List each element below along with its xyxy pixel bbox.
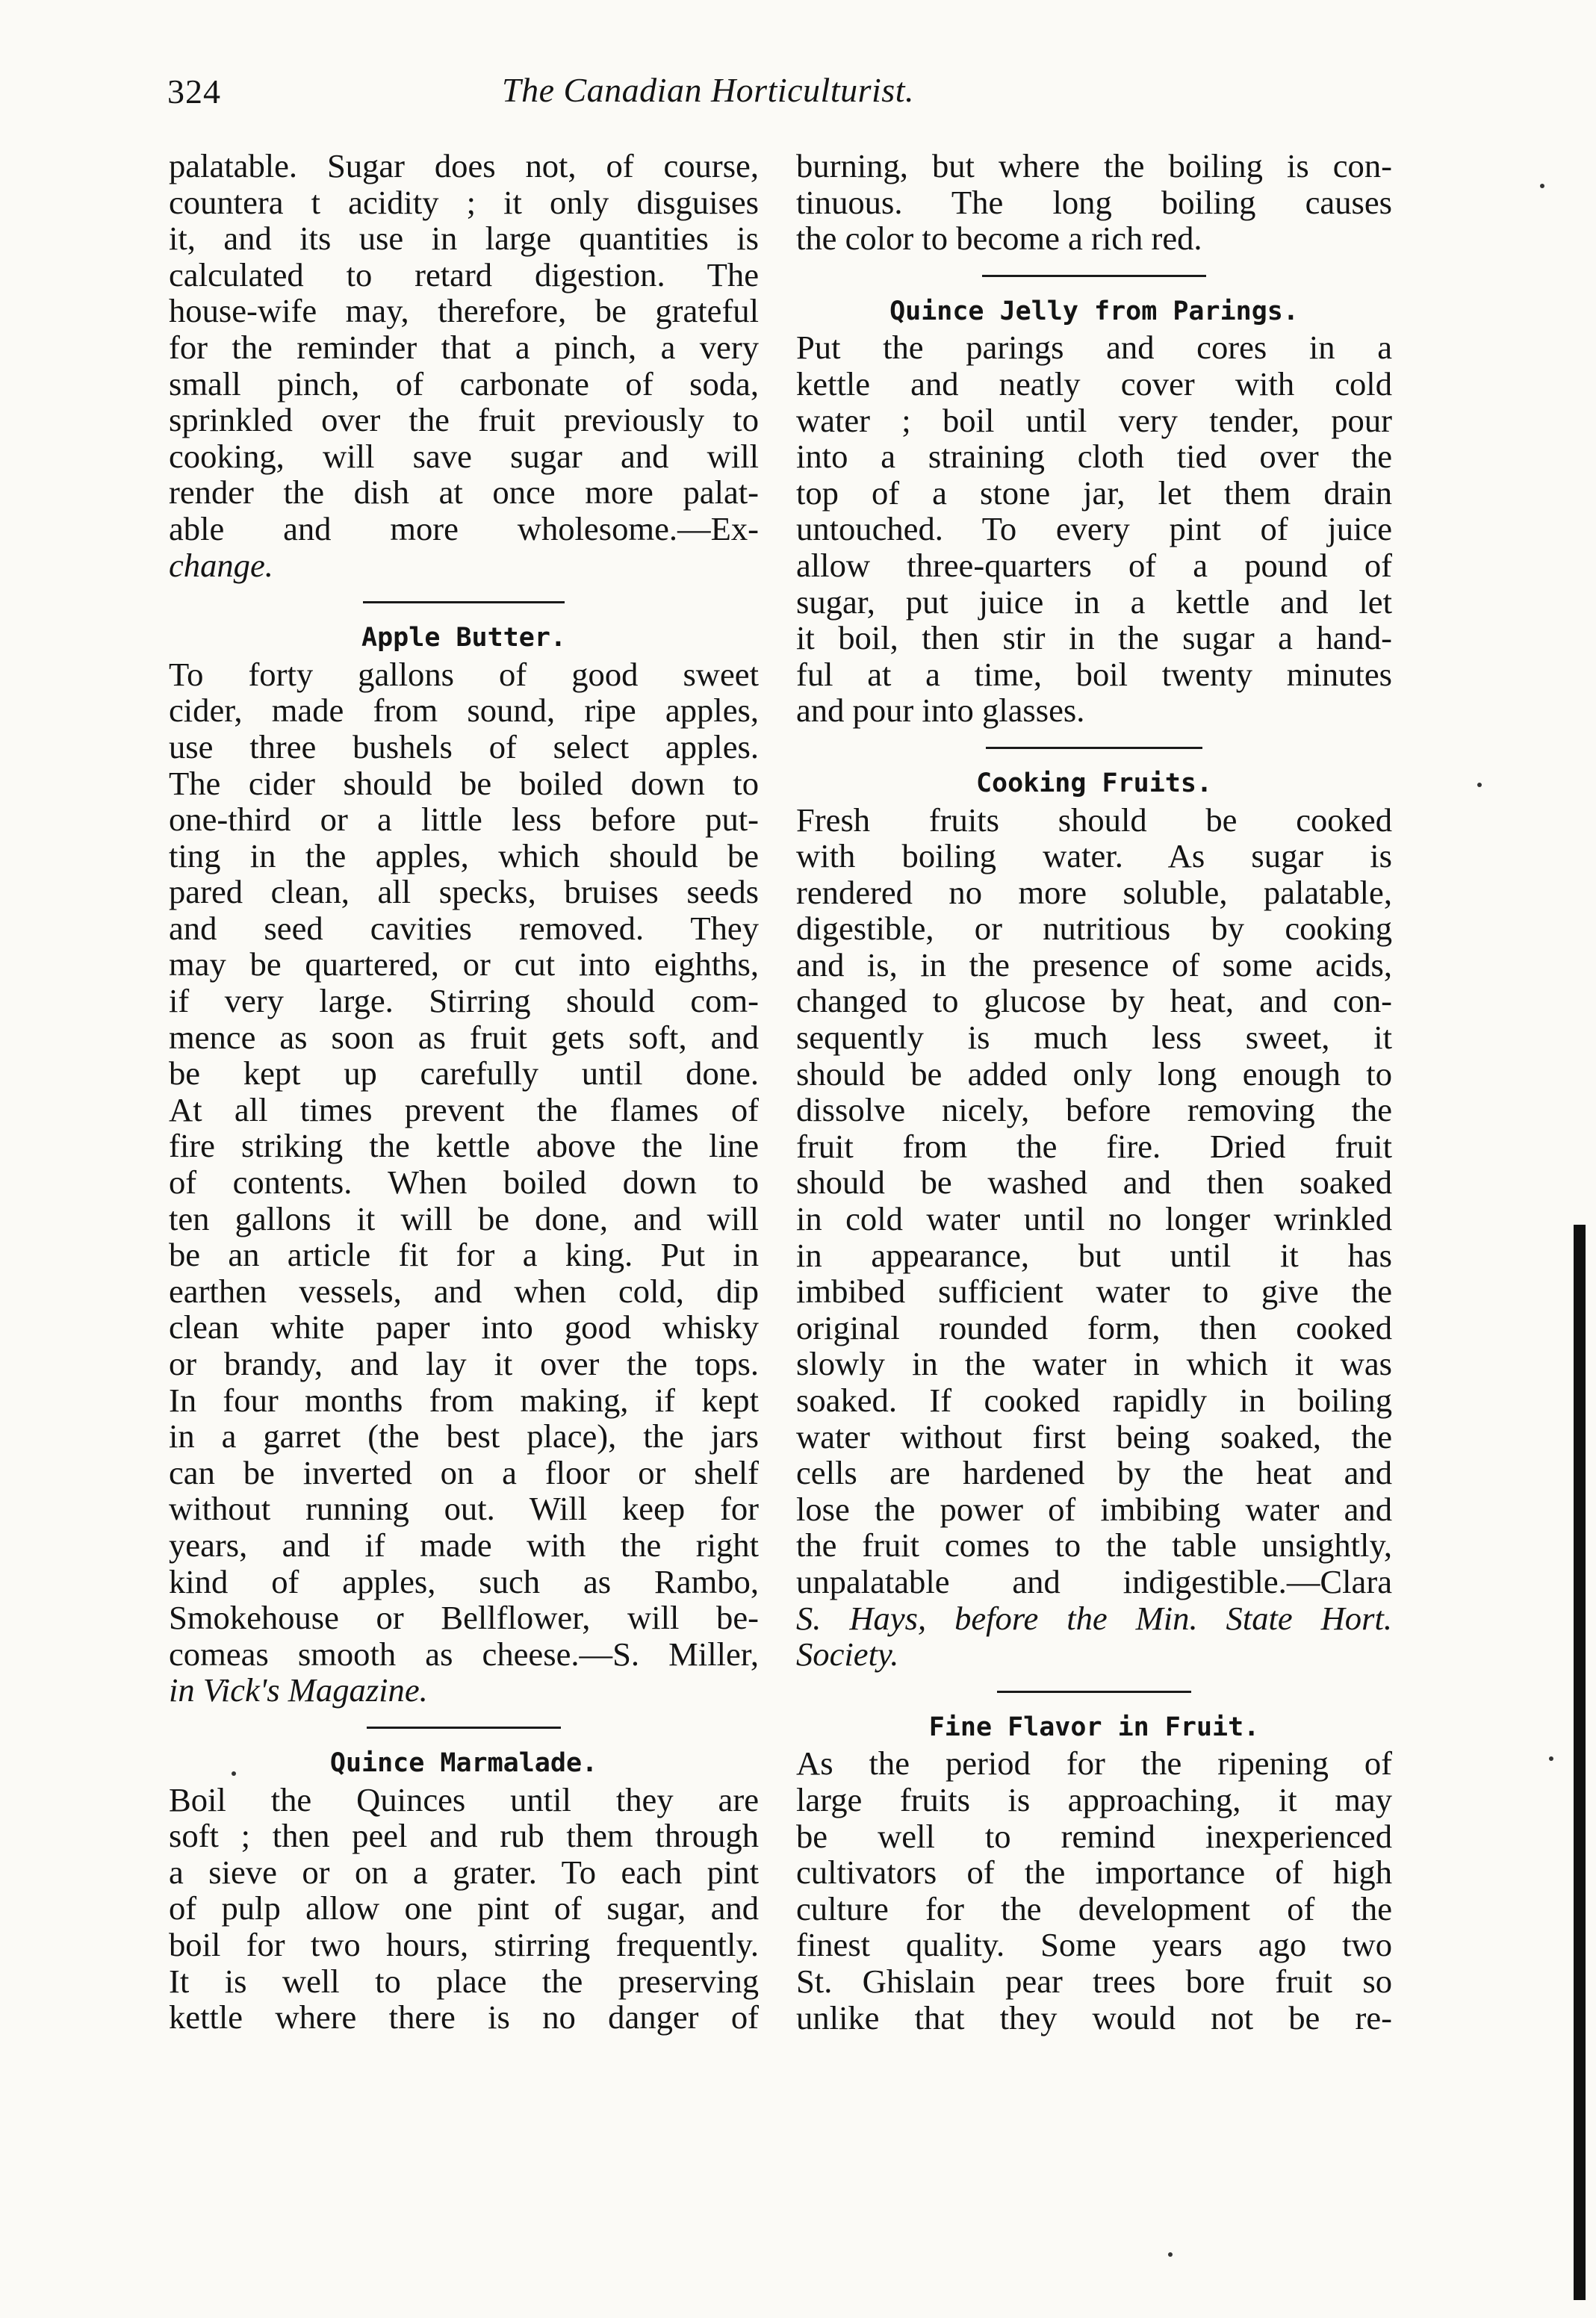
text-line: and seed cavities removed. They — [169, 909, 759, 947]
text-line: be kept up carefully until done. — [169, 1054, 759, 1093]
scan-speck — [1477, 783, 1482, 787]
text-line: one-third or a little less before put- — [169, 801, 759, 839]
text-line: clean white paper into good whisky — [169, 1308, 759, 1346]
text-line: culture for the development of the — [796, 1889, 1392, 1927]
text-line: untouched. To every pint of juice — [796, 510, 1392, 548]
text-line: render the dish at once more palat- — [169, 473, 759, 512]
text-line: countera t acidity ; it only disguises — [169, 183, 759, 221]
scan-edge-shadow — [1574, 1225, 1586, 2300]
text-line: Put the parings and cores in a — [796, 329, 1392, 367]
cooking-fruits-paragraph — [796, 802, 1392, 1673]
text-line: calculated to retard digestion. The — [169, 255, 759, 293]
text-line: unpalatable and indigestible.—Clara — [796, 1562, 1392, 1600]
text-line: for the reminder that a pinch, a very — [169, 328, 759, 366]
text-line: mence as soon as fruit gets soft, and — [169, 1018, 759, 1056]
text-line: large fruits is approaching, it may — [796, 1780, 1392, 1818]
text-line: fruit from the fire. Dried fruit — [796, 1127, 1392, 1165]
text-line: imbibed sufficient water to give the — [796, 1273, 1392, 1311]
quince-marmalade-paragraph — [169, 1782, 759, 2036]
text-line: can be inverted on a floor or shelf — [169, 1453, 759, 1491]
text-line: of contents. When boiled down to — [169, 1163, 759, 1202]
text-line: cider, made from sound, ripe apples, — [169, 692, 759, 730]
text-line: boil for two hours, stirring frequently. — [169, 1925, 759, 1963]
text-line: use three bushels of select apples. — [169, 727, 759, 765]
text-line: To forty gallons of good sweet — [169, 655, 759, 693]
text-line: ting in the apples, which should be — [169, 836, 759, 874]
section-divider — [169, 1709, 759, 1745]
text-line: sprinkled over the fruit previously to — [169, 401, 759, 439]
text-line: The cider should be boiled down to — [169, 764, 759, 802]
text-line: pared clean, all specks, bruises seeds — [169, 873, 759, 911]
section-heading-quince-jelly: Quince Jelly from Parings. — [889, 296, 1299, 326]
text-line: water without first being soaked, the — [796, 1417, 1392, 1455]
text-line: tinuous. The long boiling causes — [796, 183, 1392, 221]
text-line: soft ; then peel and rub them through — [169, 1817, 759, 1855]
text-line: Boil the Quinces until they are — [169, 1780, 759, 1818]
scan-speck — [1540, 184, 1544, 188]
text-line: into a straining cloth tied over the — [796, 438, 1392, 476]
text-line: ful at a time, boil twenty minutes — [796, 655, 1392, 693]
fine-flavor-paragraph — [796, 1745, 1392, 2036]
text-line: ten gallons it will be done, and will — [169, 1199, 759, 1237]
scan-speck — [1549, 1756, 1553, 1761]
text-line: Fresh fruits should be cooked — [796, 801, 1392, 839]
text-line: if very large. Stirring should com- — [169, 982, 759, 1020]
text-line: it, and its use in large quantities is — [169, 220, 759, 258]
text-line: At all times prevent the flames of — [169, 1090, 759, 1128]
right-column — [796, 148, 1392, 2036]
section-divider — [169, 583, 759, 620]
text-line: it boil, then stir in the sugar a hand- — [796, 619, 1392, 657]
text-line: Society. — [796, 1635, 899, 1674]
text-line: able and more wholesome.—Ex- — [169, 509, 759, 547]
section-heading-cooking-fruits: Cooking Fruits. — [975, 768, 1213, 798]
text-line: earthen vessels, and when cold, dip — [169, 1272, 759, 1310]
text-line: a sieve or on a grater. To each pint — [169, 1853, 759, 1891]
text-line: the color to become a rich red. — [796, 220, 1202, 258]
text-line: sequently is much less sweet, it — [796, 1019, 1392, 1057]
text-line: and is, in the presence of some acids, — [796, 945, 1392, 984]
text-line: may be quartered, or cut into eighths, — [169, 945, 759, 984]
text-line: lose the power of imbibing water and — [796, 1490, 1392, 1528]
scan-speck — [1168, 2252, 1173, 2257]
text-line: unlike that they would not be re- — [796, 1998, 1392, 2036]
intro-paragraph — [169, 148, 759, 583]
text-line: or brandy, and lay it over the tops. — [169, 1345, 759, 1382]
text-line: years, and if made with the right — [169, 1526, 759, 1564]
text-line: soaked. If cooked rapidly in boiling — [796, 1382, 1392, 1419]
text-line: changed to glucose by heat, and con- — [796, 982, 1392, 1020]
text-line: should be washed and then soaked — [796, 1163, 1392, 1202]
continuation-paragraph — [796, 148, 1392, 257]
text-line: Smokehouse or Bellflower, will be- — [169, 1599, 759, 1637]
text-line: St. Ghislain pear trees bore fruit so — [796, 1962, 1392, 2000]
text-line: finest quality. Some years ago two — [796, 1926, 1392, 1964]
section-heading-fine-flavor: Fine Flavor in Fruit. — [928, 1712, 1260, 1742]
text-line: kind of apples, such as Rambo, — [169, 1562, 759, 1600]
section-divider — [796, 257, 1392, 293]
text-line: be an article fit for a king. Put in — [169, 1236, 759, 1274]
text-line: with boiling water. As sugar is — [796, 837, 1392, 875]
page-number: 324 — [167, 72, 221, 111]
text-line: allow three-quarters of a pound of — [796, 546, 1392, 584]
section-divider — [796, 1673, 1392, 1709]
text-line: palatable. Sugar does not, of course, — [169, 147, 759, 184]
text-line: in Vick's Magazine. — [169, 1671, 428, 1709]
text-line: in a garret (the best place), the jars — [169, 1417, 759, 1455]
text-line: kettle where there is no danger of — [169, 1998, 759, 2036]
text-line: top of a stone jar, let them drain — [796, 473, 1392, 512]
text-line: cells are hardened by the heat and — [796, 1454, 1392, 1492]
text-line: dissolve nicely, before removing the — [796, 1091, 1392, 1129]
section-heading-quince-marmalade: Quince Marmalade. — [329, 1747, 598, 1778]
text-line: slowly in the water in which it was — [796, 1345, 1392, 1383]
text-line: kettle and neatly cover with cold — [796, 364, 1392, 403]
text-line: cooking, will save sugar and will — [169, 437, 759, 475]
text-line: house-wife may, therefore, be grateful — [169, 292, 759, 330]
text-line: In four months from making, if kept — [169, 1381, 759, 1419]
text-line: without running out. Will keep for — [169, 1490, 759, 1528]
text-line: As the period for the ripening of — [796, 1744, 1392, 1783]
text-line: cultivators of the importance of high — [796, 1854, 1392, 1892]
text-line: of pulp allow one pint of sugar, and — [169, 1889, 759, 1927]
text-line: digestible, or nutritious by cooking — [796, 910, 1392, 948]
text-line: small pinch, of carbonate of soda, — [169, 364, 759, 403]
running-title: The Canadian Horticulturist. — [502, 71, 914, 109]
text-line: the fruit comes to the table unsightly, — [796, 1526, 1392, 1565]
text-line: water ; boil until very tender, pour — [796, 401, 1392, 439]
text-line: comeas smooth as cheese.—S. Miller, — [169, 1635, 759, 1673]
text-line: in appearance, but until it has — [796, 1236, 1392, 1274]
scan-speck — [232, 1771, 236, 1776]
text-line: in cold water until no longer wrinkled — [796, 1200, 1392, 1238]
quince-jelly-paragraph — [796, 329, 1392, 729]
text-line: original rounded form, then cooked — [796, 1308, 1392, 1346]
text-line: sugar, put juice in a kettle and let — [796, 582, 1392, 621]
left-column — [169, 148, 759, 2036]
text-line: change. — [169, 546, 273, 584]
text-line: S. Hays, before the Min. State Hort. — [796, 1599, 1392, 1637]
text-line: burning, but where the boiling is con- — [796, 147, 1392, 184]
section-heading-apple-butter: Apple Butter. — [361, 623, 566, 653]
text-line: be well to remind inexperienced — [796, 1817, 1392, 1855]
text-line: fire striking the kettle above the line — [169, 1127, 759, 1165]
text-line: It is well to place the preserving — [169, 1962, 759, 2000]
text-line: should be added only long enough to — [796, 1054, 1392, 1093]
text-line: and pour into glasses. — [796, 692, 1085, 730]
section-divider — [796, 729, 1392, 765]
apple-butter-paragraph — [169, 656, 759, 1709]
text-line: rendered no more soluble, palatable, — [796, 873, 1392, 911]
